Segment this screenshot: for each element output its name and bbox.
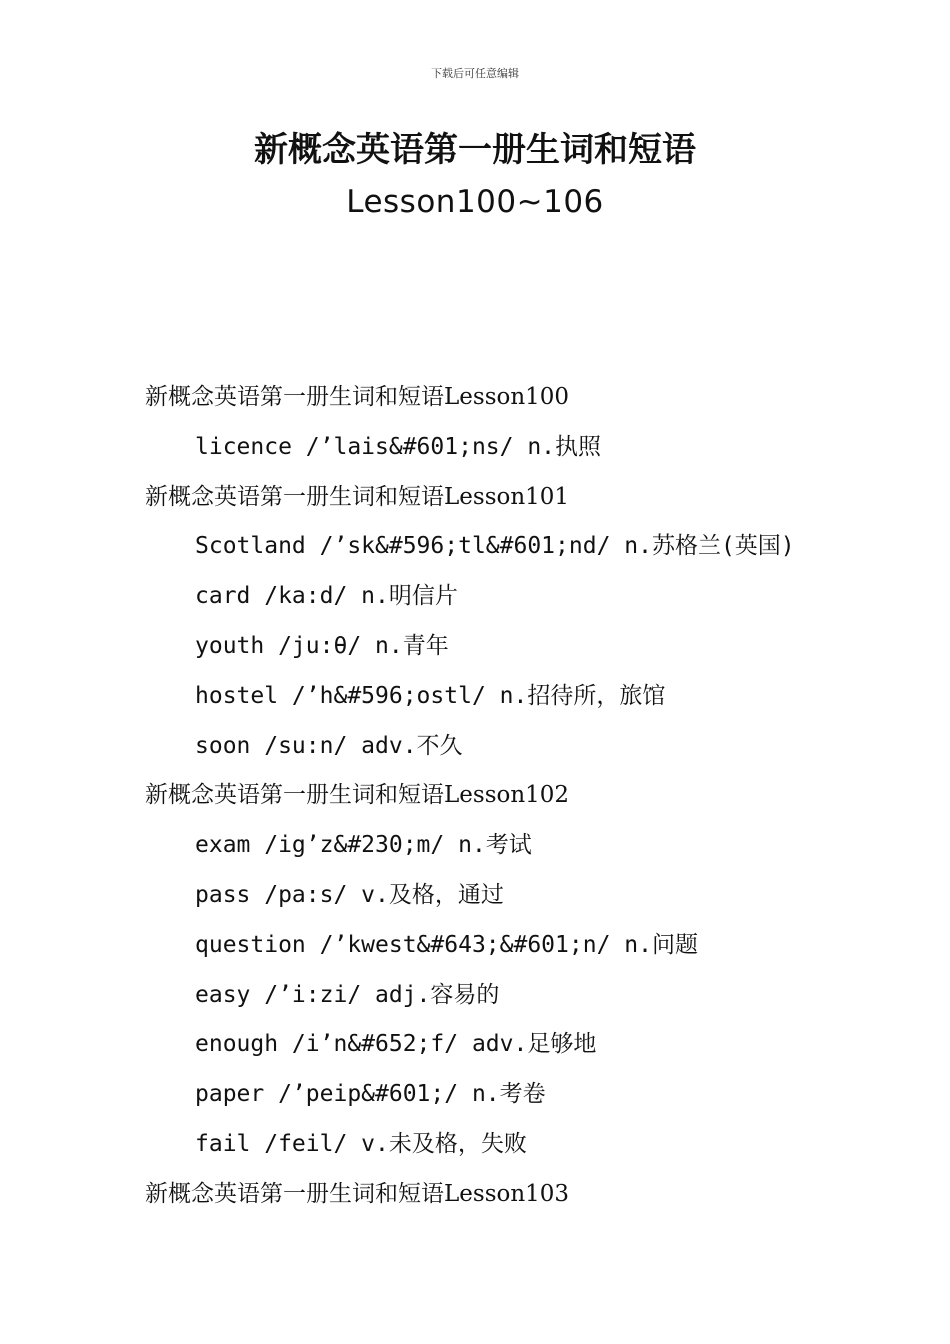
vocab-entry: pass /pa:s/ v.及格，通过 <box>195 881 504 908</box>
title-lesson-range: Lesson100~106 <box>346 184 604 220</box>
lesson-heading: 新概念英语第一册生词和短语Lesson101 <box>145 483 570 510</box>
vocab-entry: youth /ju:θ/ n.青年 <box>195 632 449 659</box>
vocabulary-list <box>0 373 950 1220</box>
title-main: 新概念英语第一册生词和短语 <box>254 130 696 170</box>
vocab-entry: Scotland /’sk&#596;tl&#601;nd/ n.苏格兰(英国) <box>195 533 795 560</box>
lesson-heading: 新概念英语第一册生词和短语Lesson103 <box>145 1180 570 1207</box>
vocab-entry: question /’kwest&#643;&#601;n/ n.问题 <box>195 931 698 958</box>
page-header-note: 下载后可任意编辑 <box>431 67 519 80</box>
document-title <box>0 128 950 224</box>
vocab-entry: fail /feil/ v.未及格，失败 <box>195 1130 527 1157</box>
vocab-entry: exam /ig’z&#230;m/ n.考试 <box>195 832 532 859</box>
vocab-entry: licence /’lais&#601;ns/ n.执照 <box>195 433 602 460</box>
vocab-entry: easy /’i:zi/ adj.容易的 <box>195 981 500 1008</box>
vocab-entry: soon /su:n/ adv.不久 <box>195 732 463 759</box>
vocab-entry: paper /’peip&#601;/ n.考卷 <box>195 1081 546 1108</box>
lesson-heading: 新概念英语第一册生词和短语Lesson100 <box>145 384 570 410</box>
lesson-heading: 新概念英语第一册生词和短语Lesson102 <box>145 782 570 809</box>
vocab-entry: card /ka:d/ n.明信片 <box>195 583 458 610</box>
vocab-entry: hostel /’h&#596;ostl/ n.招待所，旅馆 <box>195 682 666 709</box>
vocab-entry: enough /i’n&#652;f/ adv.足够地 <box>195 1031 597 1058</box>
